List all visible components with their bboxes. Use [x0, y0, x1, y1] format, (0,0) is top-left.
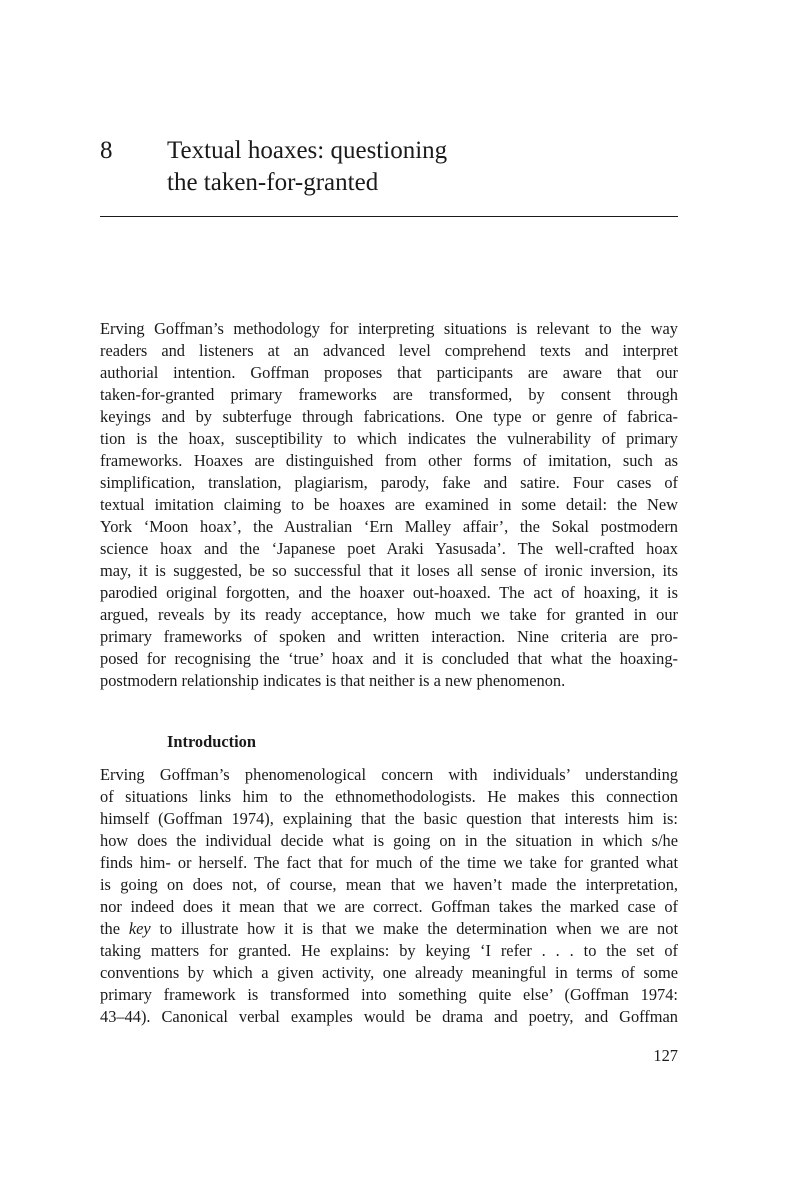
abstract-line: posed for recognising the ‘true’ hoax and it is concluded that what the hoaxing-: [100, 649, 678, 668]
abstract-line: authorial intention. Goffman proposes that participants are aware that our: [100, 363, 678, 382]
body-line: himself (Goffman 1974), explaining that the basic question that interests him is:: [100, 809, 678, 828]
body-line: finds him- or herself. The fact that for much of the time we take for granted what: [100, 853, 678, 872]
chapter-abstract: [100, 318, 678, 692]
abstract-line: frameworks. Hoaxes are distinguished from other forms of imitation, such as: [100, 451, 678, 470]
body-line: primary framework is transformed into something quite else’ (Goffman 1974:: [100, 985, 678, 1004]
abstract-line: York ‘Moon hoax’, the Australian ‘Ern Malley affair’, the Sokal postmodern: [100, 517, 678, 536]
abstract-line: science hoax and the ‘Japanese poet Araki Yasusada’. The well-crafted hoax: [100, 539, 678, 558]
abstract-line: simplification, translation, plagiarism, parody, fake and satire. Four cases of: [100, 473, 678, 492]
body-line: of situations links him to the ethnomethodologists. He makes this connection: [100, 787, 678, 806]
body-text: [100, 764, 678, 1028]
body-line: is going on does not, of course, mean that we haven’t made the interpretation,: [100, 875, 678, 894]
body-line: how does the individual decide what is going on in the situation in which s/he: [100, 831, 678, 850]
abstract-line: taken-for-granted primary frameworks are transformed, by consent through: [100, 385, 678, 404]
abstract-line: postmodern relationship indicates is that neither is a new phenomenon.: [100, 671, 566, 690]
body-line: conventions by which a given activity, one already meaningful in terms of some: [100, 963, 678, 982]
abstract-line: keyings and by subterfuge through fabrications. One type or genre of fabrica-: [100, 407, 678, 426]
chapter-number: 8: [100, 137, 113, 164]
abstract-line: argued, reveals by its ready acceptance, how much we take for granted in our: [100, 605, 678, 624]
key-line-prefix: the: [100, 919, 129, 938]
page-number: 127: [653, 1046, 678, 1065]
heading-rule: [100, 216, 678, 217]
body-line: 43–44). Canonical verbal examples would be drama and poetry, and Goffman: [100, 1007, 678, 1026]
body-line: Erving Goffman’s phenomenological concern with individuals’ understanding: [100, 765, 678, 784]
chapter-title-line: the taken-for-granted: [167, 169, 379, 196]
abstract-line: tion is the hoax, susceptibility to which indicates the vulnerability of primary: [100, 429, 678, 448]
chapter-title-line: Textual hoaxes: questioning: [167, 137, 448, 164]
body-line: nor indeed does it mean that we are correct. Goffman takes the marked case of: [100, 897, 678, 916]
body-line: taking matters for granted. He explains: by keying ‘I refer . . . to the set of: [100, 941, 678, 960]
abstract-line: may, it is suggested, be so successful that it loses all sense of ironic inversion, its: [100, 561, 678, 580]
section-heading: Introduction: [167, 732, 256, 751]
abstract-line: primary frameworks of spoken and written interaction. Nine criteria are pro-: [100, 627, 678, 646]
key-line-suffix: to illustrate how it is that we make the determination when we are not: [150, 919, 678, 938]
chapter-title: [167, 135, 667, 199]
body-line-with-key: [100, 918, 678, 940]
abstract-line: readers and listeners at an advanced level comprehend texts and interpret: [100, 341, 678, 360]
abstract-line: parodied original forgotten, and the hoaxer out-hoaxed. The act of hoaxing, it is: [100, 583, 678, 602]
abstract-line: textual imitation claiming to be hoaxes are examined in some detail: the New: [100, 495, 678, 514]
abstract-line: Erving Goffman’s methodology for interpreting situations is relevant to the way: [100, 319, 678, 338]
key-term: key: [128, 919, 151, 938]
